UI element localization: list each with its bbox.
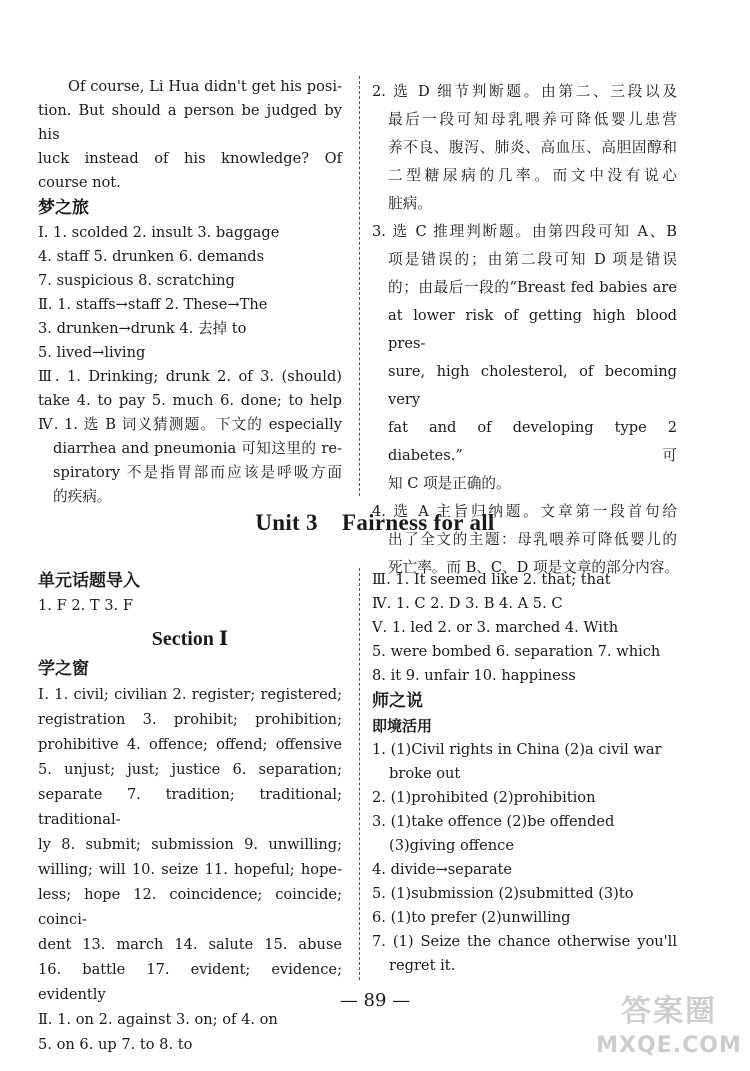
answer-line: 6. (1)to prefer (2)unwilling [372, 909, 571, 926]
watermark-logo [594, 995, 744, 1067]
answer-line: 的；由最后一段的“Breast fed babies are [388, 279, 677, 296]
answer-line: 7. suspicious 8. scratching [38, 272, 235, 289]
watermark-text-top: 答案圈 [621, 994, 717, 1029]
answer-line: Ⅳ. 1. C 2. D 3. B 4. A 5. C [372, 595, 563, 612]
answer-line: 3. (1)take offence (2)be offended [372, 813, 615, 830]
answer-line: prohibitive 4. offence; offend; offensive [38, 736, 342, 753]
answer-line: 出了全文的主题：母乳喂养可降低婴儿的 [388, 531, 677, 548]
answer-line: registration 3. prohibit; prohibition; [38, 711, 342, 728]
answer-line: 二型糖尿病的几率。而文中没有说心 [388, 167, 677, 184]
answer-line: fat and of developing type 2 diabetes.”可 [388, 419, 677, 464]
answer-line: 5. (1)submission (2)submitted (3)to [372, 885, 634, 902]
answer-line: 2. 选 D 细节判断题。由第二、三段以及 [372, 83, 677, 100]
answer-line: 知 C 项是正确的。 [388, 475, 511, 492]
section-heading-xuezhichuang: 学之窗 [38, 659, 89, 679]
answer-line: 1. F 2. T 3. F [38, 597, 133, 614]
answer-line: 4. divide→separate [372, 861, 513, 878]
answer-line: separate 7. tradition; traditional; traditional- [38, 786, 342, 828]
answer-line: 1. (1)Civil rights in China (2)a civil war [372, 741, 662, 758]
answer-line: 2. (1)prohibited (2)prohibition [372, 789, 596, 806]
answer-line: take 4. to pay 5. much 6. done; to help [38, 392, 342, 409]
answer-line: Ⅰ. 1. civil; civilian 2. register; registered; [38, 686, 342, 703]
subheading-jijinghuoyong: 即境活用 [372, 717, 433, 735]
passage-line: tion. But should a person be judged by his [38, 102, 342, 143]
answer-line: 3. 选 C 推理判断题。由第四段可知 A、B [372, 223, 677, 240]
answer-line: at lower risk of getting high blood pres- [388, 307, 677, 352]
answer-line: ly 8. submit; submission 9. unwilling; [38, 836, 342, 853]
answer-line: Ⅰ. 1. scolded 2. insult 3. baggage [38, 224, 280, 241]
answer-line: 5. lived→living [38, 344, 146, 361]
answer-line: 5. unjust; just; justice 6. separation; [38, 761, 342, 778]
answer-line: Ⅴ. 1. led 2. or 3. marched 4. With [372, 619, 619, 636]
passage-line: luck instead of his knowledge? Of [38, 150, 342, 167]
answer-line: sure, high cholesterol, of becoming very [388, 363, 677, 408]
answer-line: dent 13. march 14. salute 15. abuse [38, 936, 342, 953]
answer-line: 3. drunken→drunk 4. 去掉 to [38, 320, 247, 337]
answer-line: 项是错误的；由第二段可知 D 项是错误 [388, 251, 677, 268]
section-heading-mengzhilv: 梦之旅 [38, 198, 89, 218]
answer-line: willing; will 10. seize 11. hopeful; hope- [38, 861, 342, 878]
answer-line: Ⅲ. 1. It seemed like 2. that; that [372, 571, 611, 588]
watermark-text-bottom: MXQE.COM [596, 1033, 742, 1058]
answer-line: Ⅳ. 1. 选 B 词义猜测题。下文的 especially [38, 416, 342, 433]
unit-title: Unit 3 Fairness for all [255, 510, 495, 535]
passage-line: Of course, Li Hua didn't get his posi- [68, 78, 342, 95]
answer-line: (3)giving offence [389, 837, 514, 854]
answer-line: Ⅱ. 1. staffs→staff 2. These→The [38, 296, 268, 313]
bottom-right-column [372, 568, 677, 978]
answer-line: 养不良、腹泻、肺炎、高血压、高胆固醇和 [388, 139, 677, 156]
answer-line: broke out [389, 765, 461, 782]
answer-line: less; hope 12. coincidence; coincide; coinci- [38, 886, 342, 928]
answer-line: 4. staff 5. drunken 6. demands [38, 248, 265, 265]
page-number: — 89 — [339, 990, 411, 1011]
answer-line: regret it. [389, 957, 456, 974]
answer-line: 16. battle 17. evident; evidence; evidently [38, 961, 342, 1003]
answer-line: 4. 选 A 主旨归纳题。文章第一段首句给 [372, 503, 677, 520]
answer-line: 5. were bombed 6. separation 7. which [372, 643, 661, 660]
section-heading-shizhishuo: 师之说 [372, 691, 423, 711]
top-left-column [38, 75, 342, 509]
answer-line: 死亡率。而 B、C、D 项是文章的部分内容。 [388, 559, 679, 576]
column-divider-top [359, 76, 360, 496]
answer-line: spiratory 不是指胃部而应该是呼吸方面 [53, 464, 342, 481]
answer-line: Ⅲ. 1. Drinking; drunk 2. of 3. (should) [38, 368, 342, 385]
column-divider-bottom [359, 568, 360, 980]
bottom-left-column [38, 568, 342, 1057]
answer-line: 最后一段可知母乳喂养可降低婴儿患营 [388, 111, 677, 128]
top-right-column [372, 78, 677, 582]
answer-line: Ⅱ. 1. on 2. against 3. on; of 4. on [38, 1011, 278, 1028]
answer-line: 8. it 9. unfair 10. happiness [372, 667, 576, 684]
answer-line: 的疾病。 [53, 488, 112, 505]
answer-line: 5. on 6. up 7. to 8. to [38, 1036, 193, 1053]
section-title: Section Ⅰ [151, 628, 229, 650]
answer-line: 7. (1) Seize the chance otherwise you'll [372, 933, 677, 950]
section-heading-topic-intro: 单元话题导入 [38, 571, 140, 591]
passage-line: course not. [38, 174, 121, 191]
answer-line: 脏病。 [388, 195, 432, 212]
answer-line: diarrhea and pneumonia 可知这里的 re- [53, 440, 342, 457]
